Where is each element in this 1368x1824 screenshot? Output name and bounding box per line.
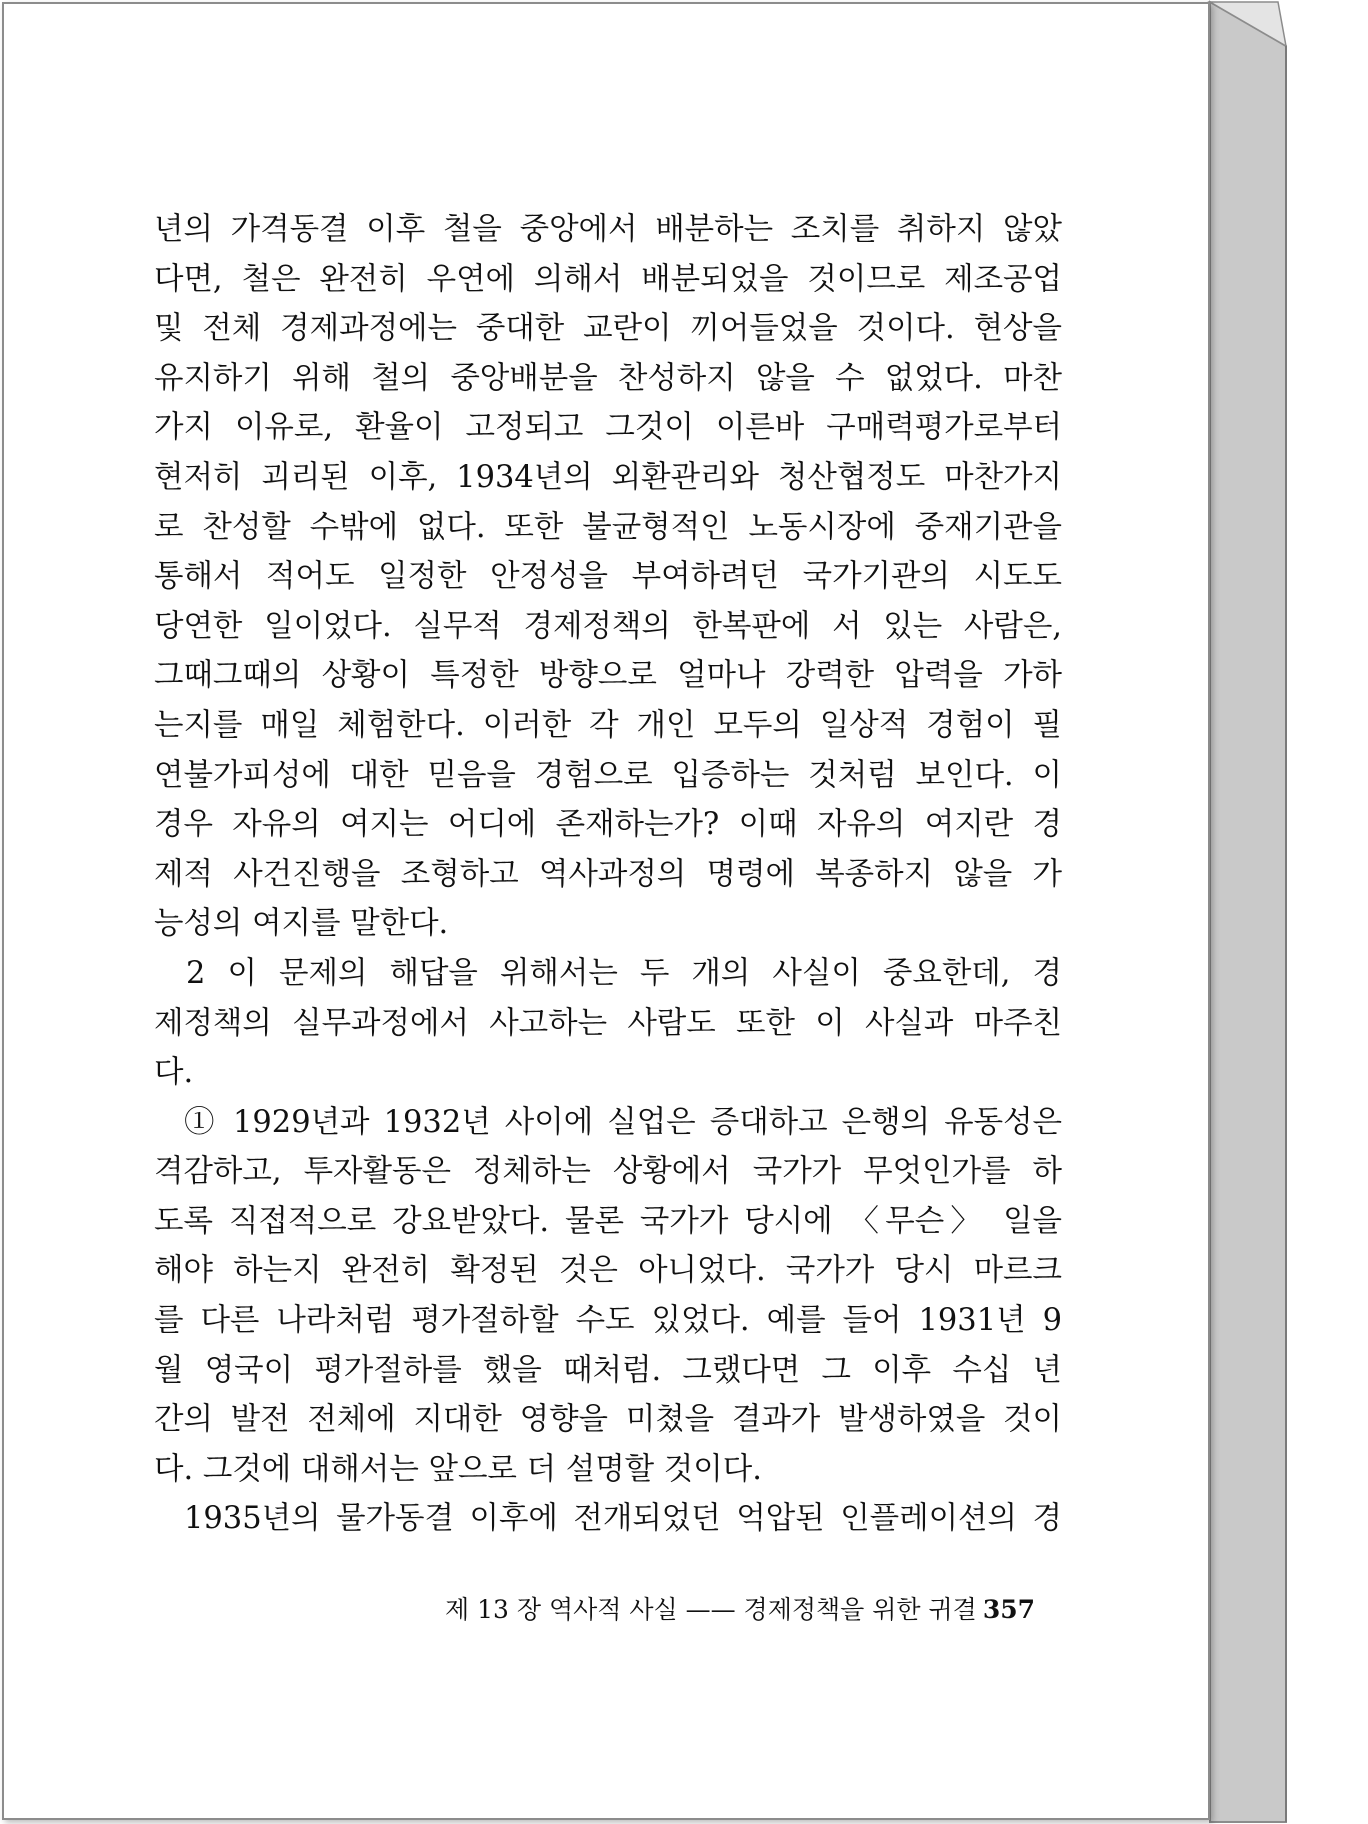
text-line: 격감하고, 투자활동은 정체하는 상황에서 국가가 무엇인가를 하 xyxy=(154,1154,1062,1190)
book-thickness-graphic xyxy=(1210,0,1368,1824)
text-line: 유지하기 위해 철의 중앙배분을 찬성하지 않을 수 없었다. 마찬 xyxy=(154,360,1062,396)
text-line: 현저히 괴리된 이후, 1934년의 외환관리와 청산협정도 마찬가지 xyxy=(154,459,1062,495)
text-line: 다면, 철은 완전히 우연에 의해서 배분되었을 것이므로 제조공업 xyxy=(154,261,1062,297)
text-line: 년의 가격동결 이후 철을 중앙에서 배분하는 조치를 취하지 않았 xyxy=(154,212,1062,247)
text-line: 및 전체 경제과정에는 중대한 교란이 끼어들었을 것이다. 현상을 xyxy=(154,311,1062,347)
paragraph-start-line: 1935년의 물가동결 이후에 전개되었던 억압된 인플레이션의 경 xyxy=(184,1501,1062,1537)
text-line: 는지를 매일 체험한다. 이러한 각 개인 모두의 일상적 경험이 필 xyxy=(154,707,1062,743)
text-line: 간의 발전 전체에 지대한 영향을 미쳤을 결과가 발생하였을 것이 xyxy=(154,1402,1062,1438)
text-line: 다. 그것에 대해서는 앞으로 더 설명할 것이다. xyxy=(154,1451,762,1487)
text-line: 월 영국이 평가절하를 했을 때처럼. 그랬다면 그 이후 수십 년 xyxy=(154,1352,1062,1388)
running-footer-chapter-title: 제 13 장 역사적 사실 —— 경제정책을 위한 귀결 xyxy=(445,1595,977,1624)
text-line: 를 다른 나라처럼 평가절하할 수도 있었다. 예를 들어 1931년 9 xyxy=(154,1303,1062,1339)
section-number-paragraph: 2 이 문제의 해답을 위해서는 두 개의 사실이 중요한데, 경 xyxy=(186,955,1062,991)
body-text xyxy=(154,205,1062,1544)
text-line: 도록 직접적으로 강요받았다. 물론 국가가 당시에 〈무슨〉 일을 xyxy=(154,1203,1062,1239)
text-line: 통해서 적어도 일정한 안정성을 부여하려던 국가기관의 시도도 xyxy=(154,559,1062,595)
text-line: 로 찬성할 수밖에 없다. 또한 불균형적인 노동시장에 중재기관을 xyxy=(154,509,1062,545)
page-footer xyxy=(445,1590,1035,1630)
text-line: 가지 이유로, 환율이 고정되고 그것이 이른바 구매력평가로부터 xyxy=(154,410,1062,446)
page-number: 357 xyxy=(982,1595,1035,1624)
text-line: 제정책의 실무과정에서 사고하는 사람도 또한 이 사실과 마주친 xyxy=(154,1005,1062,1041)
numbered-item-paragraph: ① 1929년과 1932년 사이에 실업은 증대하고 은행의 유동성은 xyxy=(184,1104,1062,1140)
text-line: 능성의 여지를 말한다. xyxy=(154,906,449,942)
text-line: 그때그때의 상황이 특정한 방향으로 얼마나 강력한 압력을 가하 xyxy=(154,658,1062,694)
text-line: 다. xyxy=(154,1055,194,1091)
text-line: 제적 사건진행을 조형하고 역사과정의 명령에 복종하지 않을 가 xyxy=(154,856,1062,892)
text-line: 당연한 일이었다. 실무적 경제정책의 한복판에 서 있는 사람은, xyxy=(154,608,1062,644)
text-line: 연불가피성에 대한 믿음을 경험으로 입증하는 것처럼 보인다. 이 xyxy=(154,757,1062,793)
text-line: 경우 자유의 여지는 어디에 존재하는가? 이때 자유의 여지란 경 xyxy=(154,807,1062,843)
text-line: 해야 하는지 완전히 확정된 것은 아니었다. 국가가 당시 마르크 xyxy=(154,1253,1062,1289)
